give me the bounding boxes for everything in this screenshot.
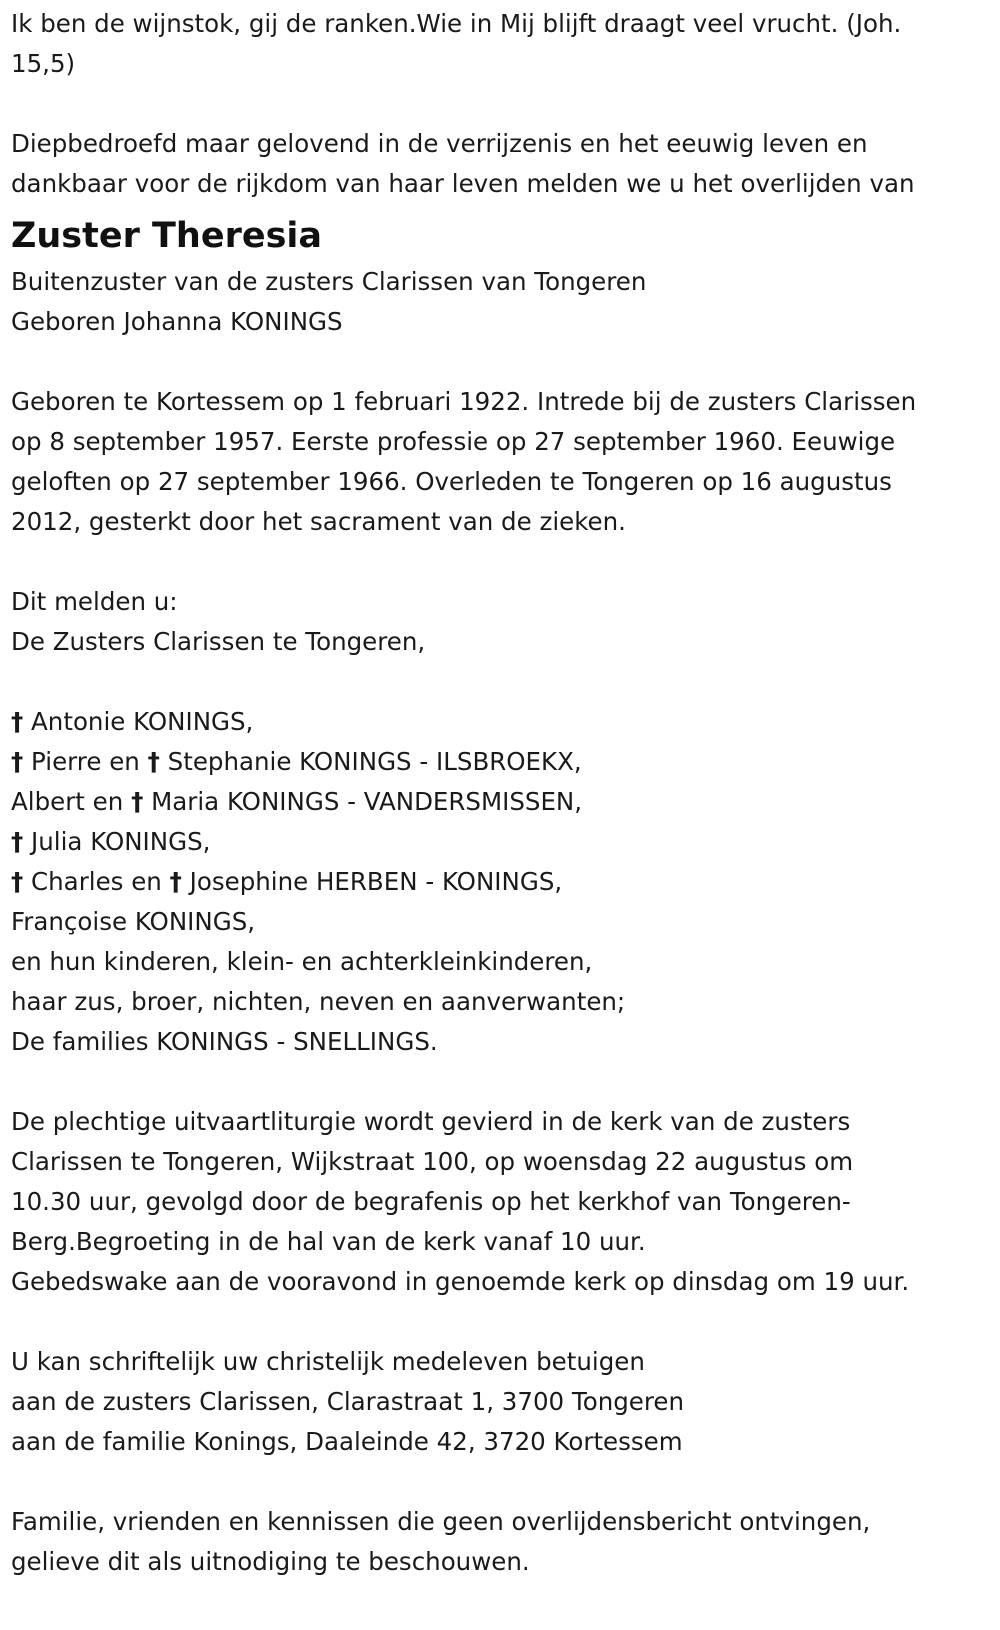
family-member-name: Albert en [11,787,124,816]
cross-icon: † [131,787,144,816]
biography-line-1: Geboren te Kortessem op 1 februari 1922. Intrede bij de zusters Clarissen [11,387,917,416]
deceased-birth-name: Geboren Johanna KONINGS [11,307,343,336]
cross-icon: † [147,747,160,776]
cross-icon: † [169,867,182,896]
family-line-albert-maria [11,782,996,822]
family-member-name: Pierre en [31,747,140,776]
family-line-children: en hun kinderen, klein- en achterkleinkinderen, [11,947,593,976]
deceased-name: Zuster Theresia [11,216,323,256]
family-member-name: Antonie KONINGS, [31,707,254,736]
obituary-document [11,4,996,1582]
family-line-julia [11,822,996,862]
bible-quote-line-2: 15,5) [11,49,76,78]
spacer [11,542,996,582]
family-member-name: Charles en [31,867,162,896]
family-line-relatives: haar zus, broer, nichten, neven en aanverwanten; [11,987,626,1016]
deceased-subtitle: Buitenzuster van de zusters Clarissen van Tongeren [11,267,647,296]
family-member-name: Josephine HERBEN - KONINGS, [189,867,563,896]
funeral-line-1: De plechtige uitvaartliturgie wordt gevierd in de kerk van de zusters [11,1107,851,1136]
family-line-pierre-stephanie [11,742,996,782]
family-member-name: Stephanie KONINGS - ILSBROEKX, [167,747,582,776]
condolences-address-2: aan de familie Konings, Daaleinde 42, 3720 Kortessem [11,1427,683,1456]
spacer [11,662,996,702]
biography-line-3: geloften op 27 september 1966. Overleden te Tongeren op 16 augustus [11,467,892,496]
funeral-vigil: Gebedswake aan de vooravond in genoemde kerk op dinsdag om 19 uur. [11,1267,910,1296]
bible-quote-line-1: Ik ben de wijnstok, gij de ranken.Wie in Mij blijft draagt veel vrucht. (Joh. [11,9,902,38]
spacer [11,1462,996,1502]
family-line-families: De families KONINGS - SNELLINGS. [11,1027,438,1056]
announcement-line-1: Diepbedroefd maar gelovend in de verrijzenis en het eeuwig leven en [11,129,868,158]
cross-icon: † [11,867,24,896]
biography-line-4: 2012, gesterkt door het sacrament van de zieken. [11,507,626,536]
announcers-community: De Zusters Clarissen te Tongeren, [11,627,426,656]
biography-line-2: op 8 september 1957. Eerste professie op 27 september 1960. Eeuwige [11,427,896,456]
funeral-line-3: 10.30 uur, gevolgd door de begrafenis op het kerkhof van Tongeren- [11,1187,851,1216]
family-line-francoise: Françoise KONINGS, [11,907,256,936]
funeral-line-4: Berg.Begroeting in de hal van de kerk vanaf 10 uur. [11,1227,646,1256]
cross-icon: † [11,707,24,736]
condolences-address-1: aan de zusters Clarissen, Clarastraat 1, 3700 Tongeren [11,1387,684,1416]
condolences-intro: U kan schriftelijk uw christelijk medeleven betuigen [11,1347,645,1376]
spacer [11,342,996,382]
spacer [11,84,996,124]
closing-line-1: Familie, vrienden en kennissen die geen overlijdensbericht ontvingen, [11,1507,871,1536]
spacer [11,1302,996,1342]
closing-line-2: gelieve dit als uitnodiging te beschouwen. [11,1547,530,1576]
announcement-line-2: dankbaar voor de rijkdom van haar leven melden we u het overlijden van [11,169,915,198]
family-member-name: Julia KONINGS, [31,827,211,856]
funeral-line-2: Clarissen te Tongeren, Wijkstraat 100, op woensdag 22 augustus om [11,1147,854,1176]
cross-icon: † [11,747,24,776]
announcers-intro: Dit melden u: [11,587,178,616]
cross-icon: † [11,827,24,856]
spacer [11,1062,996,1102]
family-member-name: Maria KONINGS - VANDERSMISSEN, [151,787,583,816]
family-line-antonie [11,702,996,742]
family-line-charles-josephine [11,862,996,902]
